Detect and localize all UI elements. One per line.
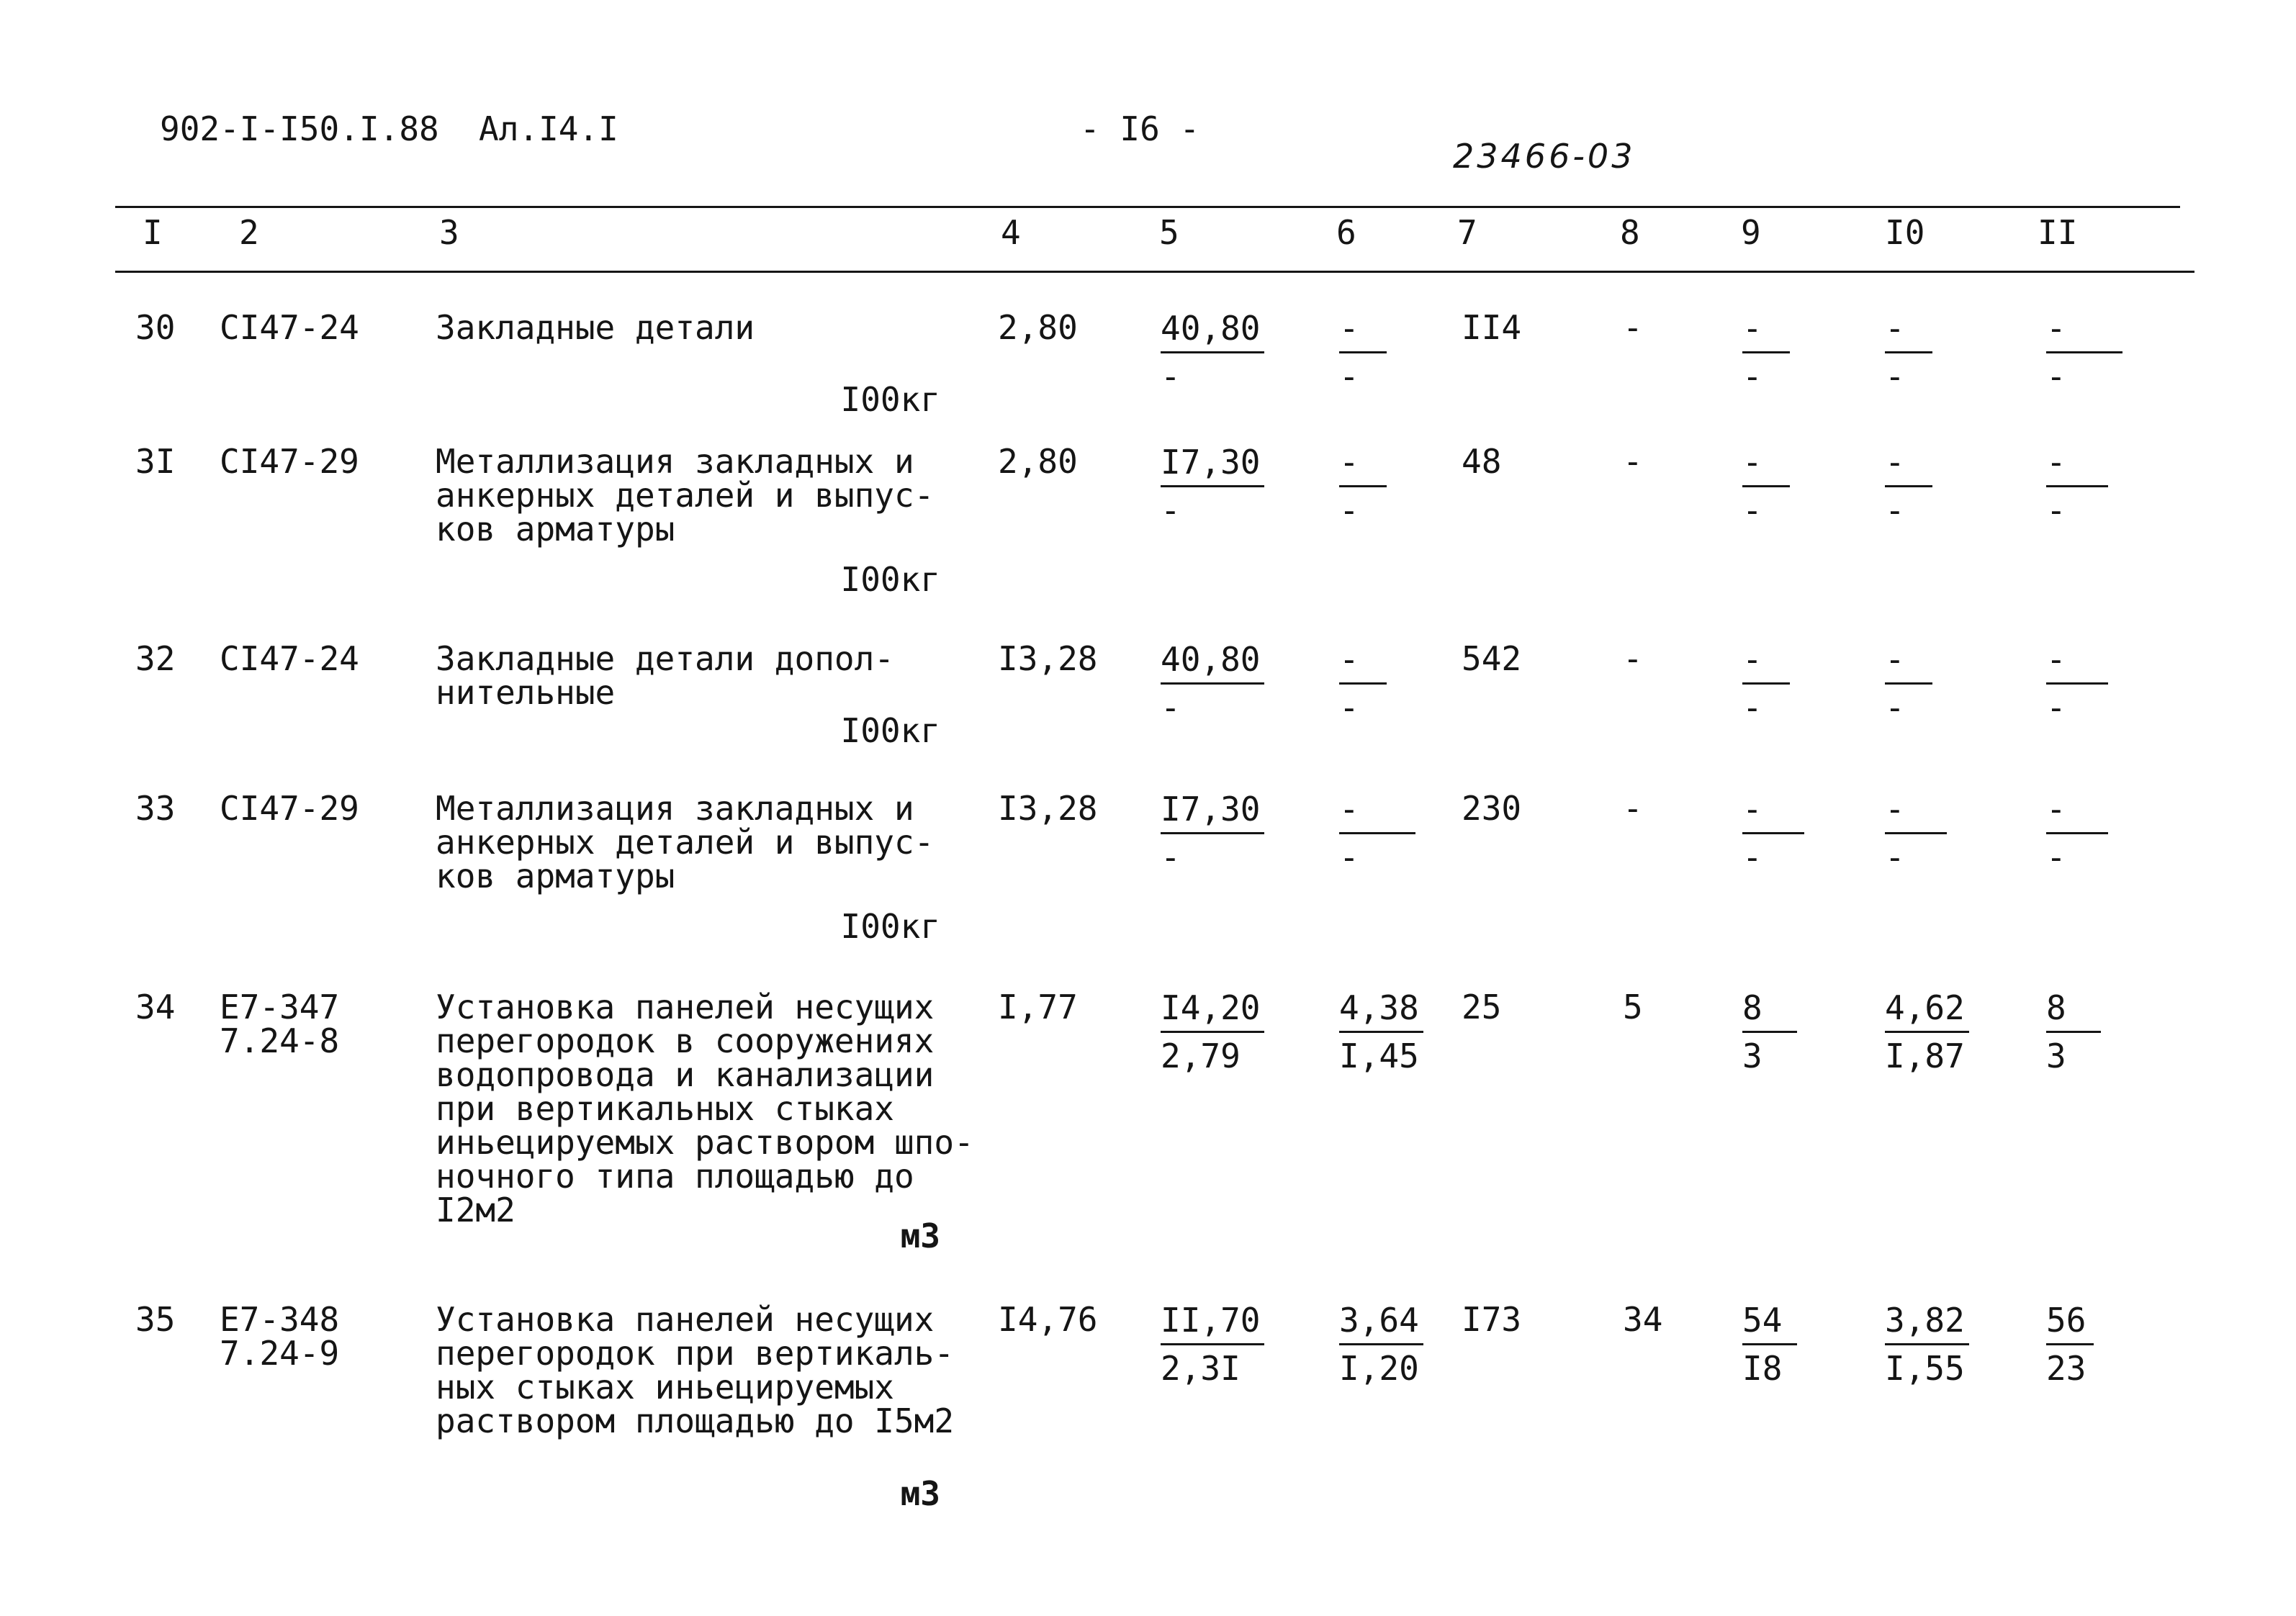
fraction-bottom: - bbox=[1161, 491, 1181, 530]
description-line: водопровода и канализации bbox=[436, 1055, 935, 1094]
code-line: E7-348 bbox=[220, 1300, 340, 1339]
value-col8: 34 bbox=[1623, 1300, 1663, 1339]
column-header: I0 bbox=[1885, 213, 1925, 252]
fraction-bottom: 3 bbox=[2046, 1037, 2066, 1075]
value-col7: II4 bbox=[1462, 308, 1522, 347]
fraction-bottom: - bbox=[2046, 688, 2066, 727]
fraction-col9 bbox=[1742, 786, 1804, 880]
quantity: 2,80 bbox=[998, 308, 1078, 347]
unit-of-measure: I00кг bbox=[840, 711, 940, 750]
fraction-bottom: - bbox=[2046, 491, 2066, 530]
fraction-bottom: - bbox=[1161, 688, 1181, 727]
fraction-top: - bbox=[1742, 439, 1790, 487]
fraction-bottom: - bbox=[1742, 838, 1762, 877]
fraction-top: 8 bbox=[2046, 985, 2101, 1033]
fraction-top: - bbox=[1885, 786, 1947, 834]
fraction-col6 bbox=[1339, 985, 1423, 1079]
description-line: при вертикальных стыках bbox=[436, 1089, 894, 1128]
fraction-col11 bbox=[2046, 786, 2108, 880]
fraction-col9 bbox=[1742, 636, 1790, 731]
fraction-top: - bbox=[2046, 439, 2108, 487]
description-line: иньецируемых раствором шпо- bbox=[436, 1123, 974, 1162]
fraction-col10 bbox=[1885, 1297, 1969, 1391]
fraction-top: 3,64 bbox=[1339, 1297, 1423, 1345]
fraction-bottom: - bbox=[1885, 357, 1905, 396]
unit-cost-fraction bbox=[1161, 1297, 1264, 1391]
description-line: перегородок при вертикаль- bbox=[436, 1334, 955, 1373]
description-line: ков арматуры bbox=[436, 510, 675, 549]
description-line: Закладные детали bbox=[436, 308, 755, 347]
unit-cost-fraction bbox=[1161, 305, 1264, 400]
fraction-col11 bbox=[2046, 439, 2108, 533]
fraction-bottom: - bbox=[1339, 357, 1359, 396]
fraction-top: - bbox=[1742, 786, 1804, 834]
fraction-bottom: - bbox=[1742, 357, 1762, 396]
fraction-top: 54 bbox=[1742, 1297, 1797, 1345]
code-line: CI47-29 bbox=[220, 442, 359, 481]
unit-of-measure: I00кг bbox=[840, 907, 940, 946]
work-description bbox=[436, 1300, 983, 1440]
code-line: E7-347 bbox=[220, 988, 340, 1026]
fraction-col11 bbox=[2046, 305, 2122, 400]
fraction-col10 bbox=[1885, 439, 1932, 533]
description-line: анкерных деталей и выпус- bbox=[436, 476, 935, 515]
fraction-col6 bbox=[1339, 439, 1387, 533]
column-header: I bbox=[143, 213, 163, 252]
description-line: Металлизация закладных и bbox=[436, 789, 914, 828]
row-number: 32 bbox=[135, 639, 176, 678]
quantity: I4,76 bbox=[998, 1300, 1098, 1339]
column-header: 4 bbox=[1001, 213, 1021, 252]
page-number: - I6 - bbox=[1080, 109, 1200, 148]
header-top-rule bbox=[115, 206, 2180, 208]
fraction-top: 40,80 bbox=[1161, 636, 1264, 685]
fraction-top: 40,80 bbox=[1161, 305, 1264, 353]
row-number: 35 bbox=[135, 1300, 176, 1339]
code-line: CI47-24 bbox=[220, 308, 359, 347]
fraction-bottom: - bbox=[1161, 838, 1181, 877]
row-number: 34 bbox=[135, 988, 176, 1026]
description-line: Установка панелей несущих bbox=[436, 1300, 935, 1339]
value-col8: - bbox=[1623, 789, 1643, 828]
description-line: Закладные детали допол- bbox=[436, 639, 894, 678]
work-description bbox=[436, 990, 983, 1227]
work-description bbox=[436, 789, 983, 895]
column-header: II bbox=[2038, 213, 2078, 252]
code-line: CI47-24 bbox=[220, 639, 359, 678]
quantity: I,77 bbox=[998, 988, 1078, 1026]
quantity: I3,28 bbox=[998, 639, 1098, 678]
fraction-top: - bbox=[2046, 786, 2108, 834]
fraction-top: I4,20 bbox=[1161, 985, 1264, 1033]
fraction-top: 4,62 bbox=[1885, 985, 1969, 1033]
fraction-col9 bbox=[1742, 985, 1797, 1079]
fraction-top: I7,30 bbox=[1161, 786, 1264, 834]
value-col7: 230 bbox=[1462, 789, 1522, 828]
fraction-bottom: - bbox=[1885, 491, 1905, 530]
album-number: Ал.I4.I bbox=[479, 109, 618, 148]
fraction-bottom: - bbox=[1742, 688, 1762, 727]
fraction-bottom: - bbox=[1742, 491, 1762, 530]
description-line: ночного типа площадью до bbox=[436, 1157, 914, 1196]
unit-cost-fraction bbox=[1161, 636, 1264, 731]
fraction-top: - bbox=[2046, 636, 2108, 685]
fraction-bottom: - bbox=[1339, 838, 1359, 877]
fraction-col10 bbox=[1885, 985, 1969, 1079]
unit-cost-fraction bbox=[1161, 985, 1264, 1079]
unit-of-measure: м3 bbox=[900, 1474, 940, 1513]
fraction-bottom: 2,79 bbox=[1161, 1037, 1241, 1075]
fraction-col9 bbox=[1742, 1297, 1797, 1391]
fraction-col9 bbox=[1742, 439, 1790, 533]
fraction-col11 bbox=[2046, 636, 2108, 731]
fraction-top: 3,82 bbox=[1885, 1297, 1969, 1345]
fraction-top: - bbox=[1742, 305, 1790, 353]
description-line: анкерных деталей и выпус- bbox=[436, 823, 935, 862]
work-description bbox=[436, 442, 983, 549]
description-line: нительные bbox=[436, 673, 616, 712]
column-header: 5 bbox=[1159, 213, 1179, 252]
quantity: 2,80 bbox=[998, 442, 1078, 481]
fraction-col6 bbox=[1339, 1297, 1423, 1391]
header-bottom-rule bbox=[115, 271, 2194, 273]
column-header: 7 bbox=[1457, 213, 1477, 252]
column-header: 2 bbox=[239, 213, 259, 252]
fraction-top: - bbox=[1885, 439, 1932, 487]
fraction-bottom: - bbox=[2046, 357, 2066, 396]
row-number: 33 bbox=[135, 789, 176, 828]
quantity: I3,28 bbox=[998, 789, 1098, 828]
fraction-top: - bbox=[1339, 305, 1387, 353]
value-col7: 48 bbox=[1462, 442, 1502, 481]
value-col8: 5 bbox=[1623, 988, 1643, 1026]
fraction-top: II,70 bbox=[1161, 1297, 1264, 1345]
fraction-top: - bbox=[1339, 439, 1387, 487]
fraction-top: - bbox=[1339, 636, 1387, 685]
value-col7: I73 bbox=[1462, 1300, 1522, 1339]
work-description bbox=[436, 308, 983, 347]
fraction-bottom: - bbox=[1339, 688, 1359, 727]
document-code: 902-I-I50.I.88 bbox=[160, 109, 439, 148]
fraction-bottom: - bbox=[1339, 491, 1359, 530]
code-line: CI47-29 bbox=[220, 789, 359, 828]
unit-of-measure: I00кг bbox=[840, 560, 940, 599]
code-block bbox=[220, 990, 339, 1058]
fraction-top: - bbox=[1339, 786, 1415, 834]
handwritten-stamp: 23466-03 bbox=[1453, 137, 1636, 176]
value-col8: - bbox=[1623, 639, 1643, 678]
fraction-top: 56 bbox=[2046, 1297, 2094, 1345]
value-col7: 25 bbox=[1462, 988, 1502, 1026]
fraction-col6 bbox=[1339, 636, 1387, 731]
unit-of-measure: м3 bbox=[900, 1216, 940, 1255]
fraction-bottom: I,45 bbox=[1339, 1037, 1419, 1075]
column-header: 3 bbox=[439, 213, 459, 252]
fraction-col6 bbox=[1339, 786, 1415, 880]
fraction-bottom: - bbox=[1885, 838, 1905, 877]
column-header: 9 bbox=[1741, 213, 1761, 252]
work-description bbox=[436, 639, 983, 712]
fraction-col6 bbox=[1339, 305, 1387, 400]
description-line: Установка панелей несущих bbox=[436, 988, 935, 1026]
row-number: 3I bbox=[135, 442, 176, 481]
column-header: 6 bbox=[1336, 213, 1356, 252]
description-line: I2м2 bbox=[436, 1191, 516, 1229]
description-line: перегородок в сооружениях bbox=[436, 1021, 935, 1060]
description-line: Металлизация закладных и bbox=[436, 442, 914, 481]
fraction-top: - bbox=[2046, 305, 2122, 353]
fraction-bottom: I8 bbox=[1742, 1349, 1783, 1388]
fraction-col9 bbox=[1742, 305, 1790, 400]
fraction-bottom: I,20 bbox=[1339, 1349, 1419, 1388]
fraction-top: - bbox=[1742, 636, 1790, 685]
fraction-col10 bbox=[1885, 786, 1947, 880]
value-col7: 542 bbox=[1462, 639, 1522, 678]
fraction-col10 bbox=[1885, 305, 1932, 400]
fraction-top: I7,30 bbox=[1161, 439, 1264, 487]
fraction-top: - bbox=[1885, 305, 1932, 353]
value-col8: - bbox=[1623, 308, 1643, 347]
unit-cost-fraction bbox=[1161, 439, 1264, 533]
fraction-bottom: - bbox=[1161, 357, 1181, 396]
fraction-bottom: 23 bbox=[2046, 1349, 2086, 1388]
fraction-bottom: I,87 bbox=[1885, 1037, 1965, 1075]
description-line: ков арматуры bbox=[436, 857, 675, 895]
unit-of-measure: I00кг bbox=[840, 380, 940, 419]
fraction-top: 8 bbox=[1742, 985, 1797, 1033]
value-col8: - bbox=[1623, 442, 1643, 481]
row-number: 30 bbox=[135, 308, 176, 347]
fraction-bottom: 2,3I bbox=[1161, 1349, 1241, 1388]
fraction-bottom: - bbox=[1885, 688, 1905, 727]
fraction-bottom: 3 bbox=[1742, 1037, 1762, 1075]
column-header: 8 bbox=[1620, 213, 1640, 252]
description-line: ных стыках иньецируемых bbox=[436, 1368, 894, 1407]
code-block bbox=[220, 1300, 340, 1373]
unit-cost-fraction bbox=[1161, 786, 1264, 880]
code-line: 7.24-9 bbox=[220, 1334, 340, 1373]
fraction-top: 4,38 bbox=[1339, 985, 1423, 1033]
fraction-col11 bbox=[2046, 985, 2101, 1079]
fraction-bottom: - bbox=[2046, 838, 2066, 877]
fraction-col11 bbox=[2046, 1297, 2094, 1391]
fraction-col10 bbox=[1885, 636, 1932, 731]
fraction-bottom: I,55 bbox=[1885, 1349, 1965, 1388]
fraction-top: - bbox=[1885, 636, 1932, 685]
code-line: 7.24-8 bbox=[220, 1021, 340, 1060]
description-line: раствором площадью до I5м2 bbox=[436, 1401, 955, 1440]
